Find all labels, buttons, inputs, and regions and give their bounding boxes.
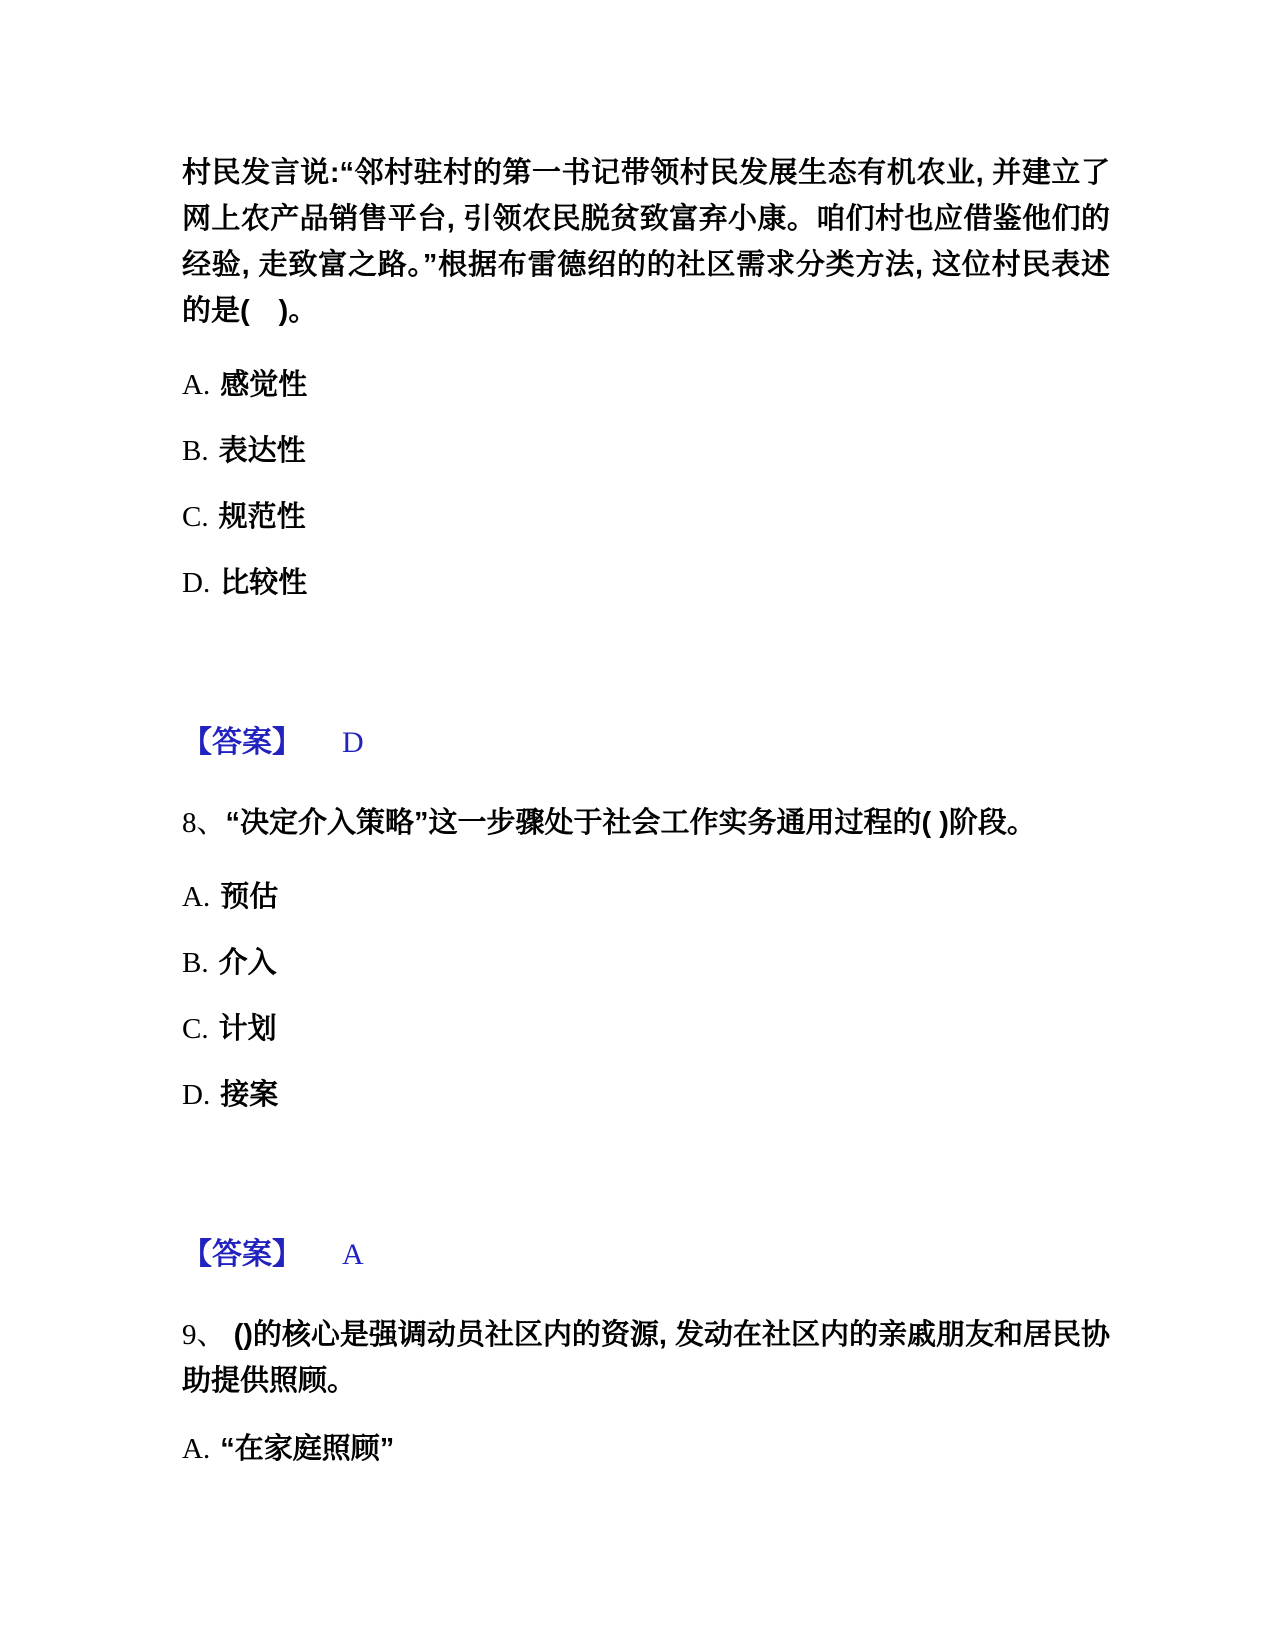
option-text: 规范性 — [218, 501, 306, 533]
question-7-option-a — [182, 370, 1110, 400]
answer-value: A — [342, 1238, 364, 1271]
option-text: 表达性 — [218, 435, 306, 467]
option-label: C. — [182, 1013, 209, 1045]
option-label: A. — [182, 369, 211, 401]
question-7-option-c — [182, 502, 1110, 532]
question-9 — [182, 1312, 1110, 1464]
option-text: 感觉性 — [220, 369, 308, 401]
question-9-stem — [182, 1312, 1110, 1404]
option-text: 比较性 — [220, 567, 308, 599]
question-stem-text: “决定介入策略”这一步骤处于社会工作实务通用过程的( )阶段。 — [225, 807, 1036, 839]
question-8-option-b — [182, 948, 1110, 978]
question-8-option-a — [182, 882, 1110, 912]
question-7-answer-row — [182, 726, 1110, 760]
question-7-stem: 村民发言说:“邻村驻村的第一书记带领村民发展生态有机农业, 并建立了网上农产品销售平台, 引领农民脱贫致富弃小康。咱们村也应借鉴他们的经验, 走致富之路。”根据布雷德绍的的社区需求分类方法, 这位村民表述的是( )。 — [182, 157, 1110, 327]
option-text: 接案 — [220, 1079, 279, 1111]
option-label: D. — [182, 1079, 211, 1111]
option-text: 计划 — [218, 1013, 277, 1045]
question-8-option-c — [182, 1014, 1110, 1044]
question-8-answer-row — [182, 1238, 1110, 1272]
option-text: 预估 — [220, 881, 279, 913]
option-label: B. — [182, 947, 209, 979]
question-8 — [182, 800, 1110, 1272]
question-number: 9、 — [182, 1319, 226, 1351]
question-7-option-d — [182, 568, 1110, 598]
question-7-option-b — [182, 436, 1110, 466]
answer-label: 【答案】 — [182, 726, 302, 759]
option-label: D. — [182, 567, 211, 599]
question-8-option-d — [182, 1080, 1110, 1110]
question-9-option-a — [182, 1434, 1110, 1464]
option-label: B. — [182, 435, 209, 467]
option-label: A. — [182, 1433, 211, 1465]
question-number: 8、 — [182, 807, 226, 839]
option-text: 介入 — [218, 947, 277, 979]
answer-value: D — [342, 726, 364, 759]
option-label: C. — [182, 501, 209, 533]
answer-label: 【答案】 — [182, 1238, 302, 1271]
option-label: A. — [182, 881, 211, 913]
question-stem-text: ()的核心是强调动员社区内的资源, 发动在社区内的亲戚朋友和居民协助提供照顾。 — [182, 1319, 1111, 1397]
question-8-stem — [182, 800, 1110, 846]
option-text: “在家庭照顾” — [220, 1433, 395, 1465]
